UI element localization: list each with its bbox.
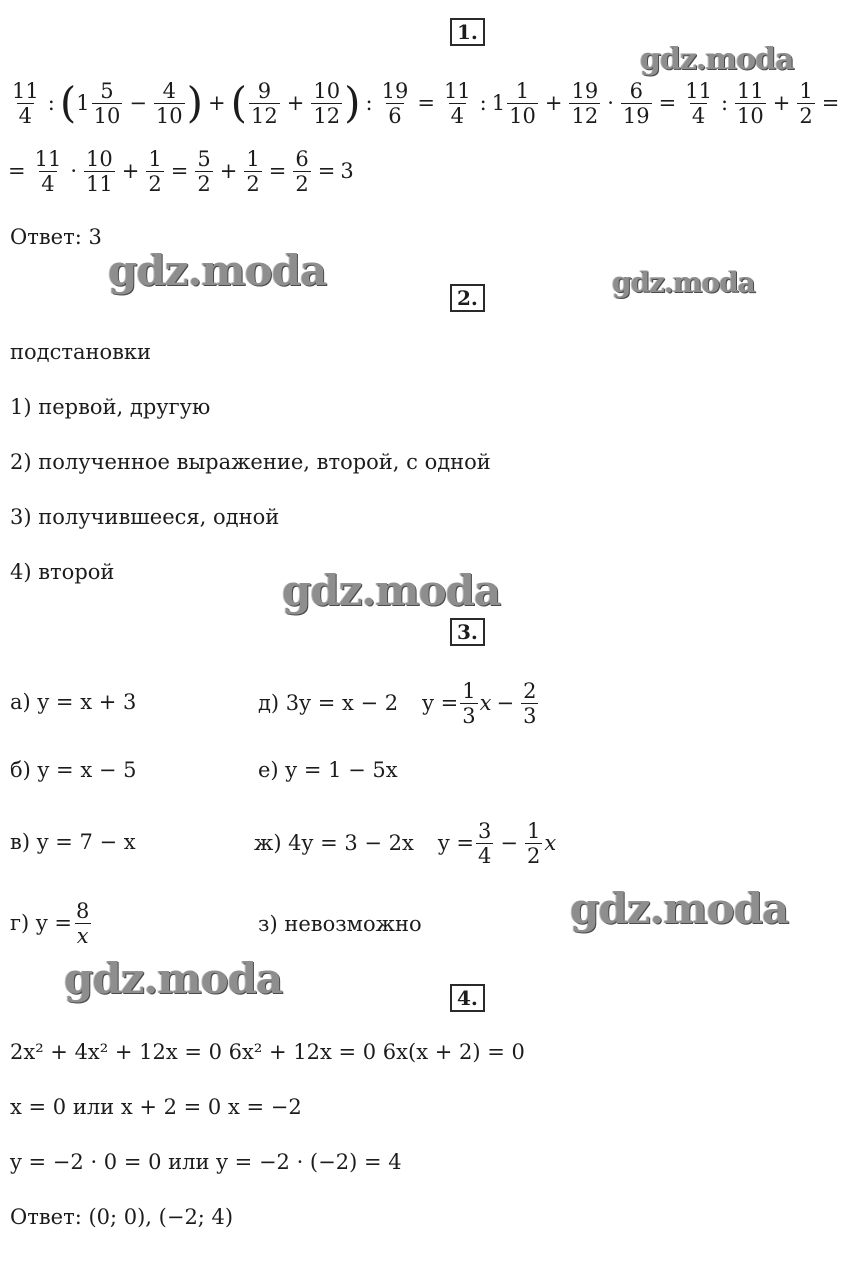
task4-line3: y = −2 · 0 = 0 или y = −2 · (−2) = 4 — [10, 1150, 402, 1174]
task2-line: 3) получившееся, одной — [10, 505, 280, 529]
task2-line: 1) первой, другую — [10, 395, 211, 419]
task3-item-g — [10, 892, 93, 954]
watermark: gdz.moda — [282, 566, 501, 615]
task3-item-zh-rhs-label: y = — [437, 831, 475, 855]
task3-item-d: д) 3y = x − 2 y = $\frac{1}{3}$ x − $\frac{2}{3}$ — [258, 678, 537, 728]
task-number-3: 3. — [450, 618, 485, 646]
task3-item-zh-eq: ж) 4y = 3 − 2x — [254, 831, 414, 855]
fraction: $\frac{8}{x}$ — [76, 898, 90, 948]
watermark: gdz.moda — [108, 246, 327, 295]
fraction: $\frac{11}{4}$ — [34, 146, 62, 196]
task1-answer: Ответ: 3 — [10, 225, 102, 249]
task4-answer: Ответ: (0; 0), (−2; 4) — [10, 1205, 234, 1229]
fraction: $\frac{10}{11}$ — [86, 146, 113, 196]
task3-item-z: з) невозможно — [258, 912, 422, 936]
task1-expression-line1: $\frac{11}{4}$ : ( 1 $\frac{5}{10}$ − $\frac{4}{10}$ ) + ( $\frac{9}{12}$ + $\frac{10}{12}$ ) : $\frac{19}{6}$ = $\frac{11}{4}$ : 1 $\frac{1}{10}$ + $\frac{19}{12}$ · $\frac{6}{19}$ = $\frac{11}{4}$ : $\frac{11}{10}$ + $\frac{1}{2}$ = — [12, 78, 840, 128]
fraction: $\frac{11}{4}$ — [12, 78, 39, 128]
task2-line: 4) второй — [10, 560, 115, 584]
fraction: $\frac{11}{4}$ — [443, 78, 471, 128]
fraction: $\frac{3}{4}$ — [478, 818, 492, 868]
task3-item-g-label: г) y = — [10, 911, 73, 935]
fraction: $\frac{6}{2}$ — [295, 146, 309, 196]
fraction: $\frac{1}{10}$ — [509, 78, 536, 128]
fraction: $\frac{1}{3}$ — [462, 678, 476, 728]
fraction: $\frac{5}{2}$ — [197, 146, 211, 196]
fraction: $\frac{5}{10}$ — [93, 78, 121, 128]
task-number-2: 2. — [450, 284, 485, 312]
fraction: $\frac{19}{12}$ — [571, 78, 599, 128]
fraction: $\frac{4}{10}$ — [155, 78, 183, 128]
task3-item-d-rhs-label: y = — [422, 691, 459, 715]
fraction: $\frac{10}{12}$ — [313, 78, 341, 128]
fraction: $\frac{11}{4}$ — [685, 78, 712, 128]
task3-item-e: е) y = 1 − 5x — [258, 758, 398, 782]
task3-item-a: а) y = x + 3 — [10, 690, 137, 714]
watermark: gdz.moda — [640, 42, 794, 77]
task3-item-d-eq: д) 3y = x − 2 — [258, 691, 399, 715]
fraction: $\frac{9}{12}$ — [251, 78, 278, 128]
watermark: gdz.moda — [612, 266, 755, 299]
fraction: $\frac{6}{19}$ — [622, 78, 650, 128]
task4-line2: x = 0 или x + 2 = 0 x = −2 — [10, 1095, 302, 1119]
task3-item-v: в) y = 7 − x — [10, 830, 136, 854]
fraction: $\frac{1}{2}$ — [246, 146, 260, 196]
task3-item-b: б) y = x − 5 — [10, 758, 137, 782]
fraction: $\frac{19}{6}$ — [381, 78, 409, 128]
watermark: gdz.moda — [570, 884, 789, 933]
fraction: $\frac{2}{3}$ — [523, 678, 537, 728]
task4-line1: 2x² + 4x² + 12x = 0 6x² + 12x = 0 6x(x + 2) = 0 — [10, 1040, 525, 1064]
task-number-1: 1. — [450, 18, 485, 46]
task3-item-zh: ж) 4y = 3 − 2x y = $\frac{3}{4}$ − $\frac{1}{2}$ x — [254, 818, 557, 868]
task1-expression-line2: = $\frac{11}{4}$ · $\frac{10}{11}$ + $\frac{1}{2}$ = $\frac{5}{2}$ + $\frac{1}{2}$ = $\frac{6}{2}$ = 3 — [8, 146, 354, 196]
task-number-4: 4. — [450, 984, 485, 1012]
fraction: $\frac{1}{2}$ — [799, 78, 813, 128]
fraction: $\frac{1}{2}$ — [148, 146, 162, 196]
task2-line: 2) полученное выражение, второй, с одной — [10, 450, 491, 474]
fraction: $\frac{11}{10}$ — [737, 78, 764, 128]
task2-line: подстановки — [10, 340, 152, 364]
watermark: gdz.moda — [64, 954, 283, 1003]
fraction: $\frac{1}{2}$ — [527, 818, 541, 868]
